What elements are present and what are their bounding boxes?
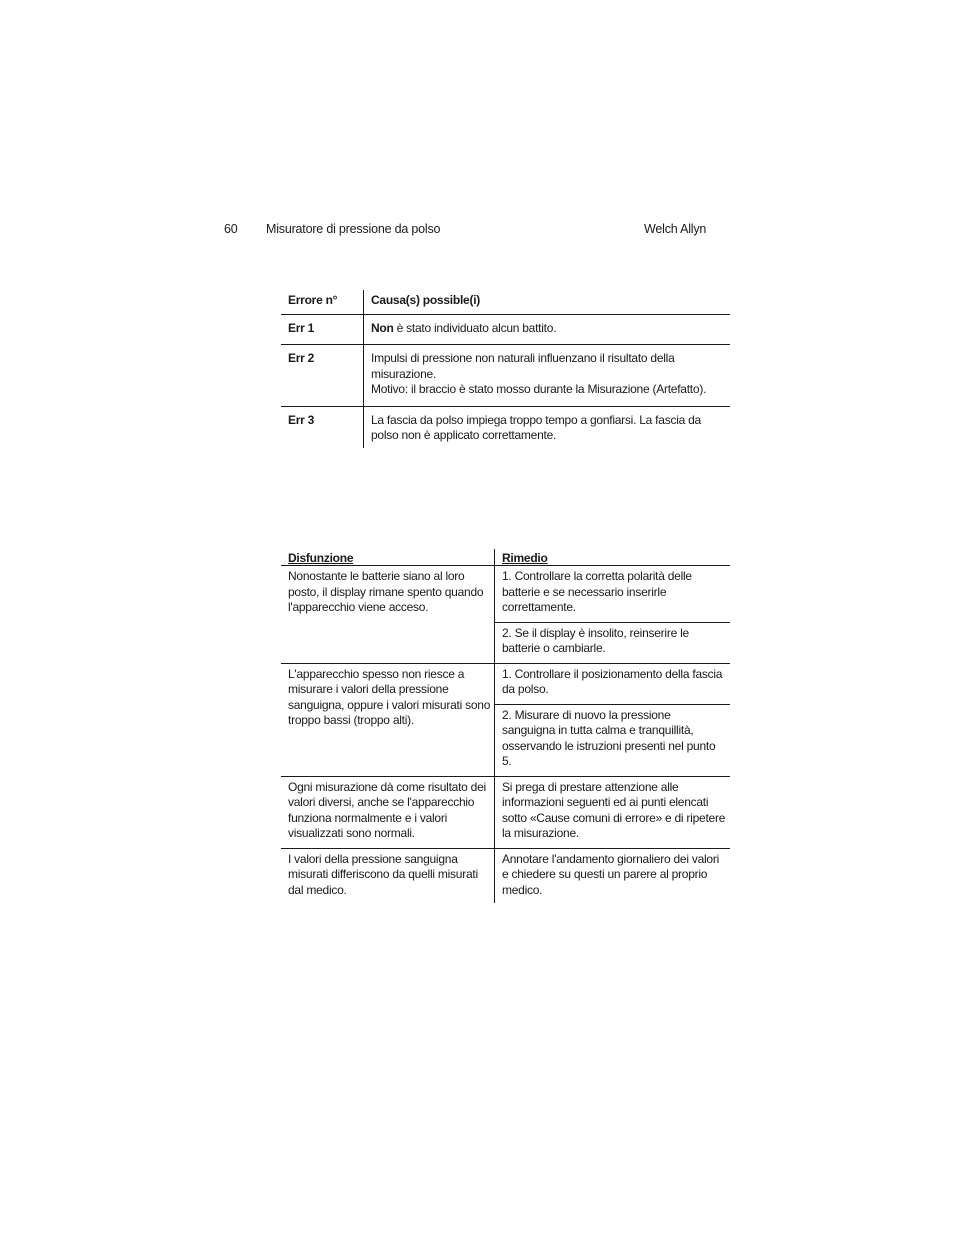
remedy-cell: 1. Controllare il posizionamento della fascia da polso.	[495, 663, 731, 704]
error-code: Err 2	[281, 345, 364, 407]
error-code: Err 1	[281, 314, 364, 345]
malfunction-cell: Ogni misurazione dà come risultato dei valori diversi, anche se l'apparecchio funziona normalmente e i valori visualizzati sono normali.	[281, 776, 495, 848]
error-table-header-row	[281, 290, 730, 314]
table-row	[281, 566, 730, 623]
troubleshooting-table	[281, 549, 730, 903]
malfunction-cell: L'apparecchio spesso non riesce a misurare i valori della pressione sanguigna, oppure i valori misurati sono troppo bassi (troppo alti).	[281, 663, 495, 776]
error-cause-text: è stato individuato alcun battito.	[393, 320, 557, 335]
remedy-cell: Si prega di prestare attenzione alle informazioni seguenti ed ai punti elencati sotto «Cause comuni di errore» e di ripetere la misurazione.	[495, 776, 731, 848]
table-row	[281, 345, 730, 407]
remedy-column-header: Rimedio	[495, 549, 731, 566]
remedy-cell: 2. Misurare di nuovo la pressione sanguigna in tutta calma e tranquillità, osservando le istruzioni presenti nel punto 5.	[495, 704, 731, 776]
error-cause: La fascia da polso impiega troppo tempo a gonfiarsi. La fascia da polso non è applicato correttamente.	[364, 406, 731, 448]
table-row	[281, 776, 730, 848]
cause-column-header: Causa(s) possible(i)	[364, 290, 731, 314]
error-codes-table	[281, 290, 730, 448]
remedy-cell: 2. Se il display è insolito, reinserire le batterie o cambiarle.	[495, 622, 731, 663]
table-row	[281, 314, 730, 345]
table-row	[281, 406, 730, 448]
remedy-cell: Annotare l'andamento giornaliero dei valori e chiedere su questi un parere al proprio medico.	[495, 848, 731, 903]
error-code: Err 3	[288, 412, 315, 427]
running-header-title: Misuratore di pressione da polso	[266, 222, 441, 236]
error-code-column-header: Errore n°	[281, 290, 364, 314]
remedy-cell: 1. Controllare la corretta polarità delle batterie e se necessario inserirle correttamente.	[495, 566, 731, 623]
table-row	[281, 663, 730, 704]
malfunction-column-header: Disfunzione	[281, 549, 495, 566]
table-row	[281, 848, 730, 903]
malfunction-cell: Nonostante le batterie siano al loro posto, il display rimane spento quando l'apparecchio viene acceso.	[281, 566, 495, 664]
malfunction-cell: I valori della pressione sanguigna misurati differiscono da quelli misurati dal medico.	[288, 851, 478, 897]
page-number: 60	[224, 222, 238, 236]
error-cause	[364, 345, 731, 407]
error-cause-text: Impulsi di pressione non naturali influenzano il risultato della misurazione.	[371, 351, 675, 381]
troubleshooting-header-row	[281, 549, 730, 566]
running-header-brand: Welch Allyn	[644, 222, 707, 236]
error-cause-bold: Non	[371, 320, 394, 335]
error-cause	[364, 314, 731, 345]
error-cause-reason: Motivo: il braccio è stato mosso durante la Misurazione (Artefatto).	[371, 382, 707, 396]
